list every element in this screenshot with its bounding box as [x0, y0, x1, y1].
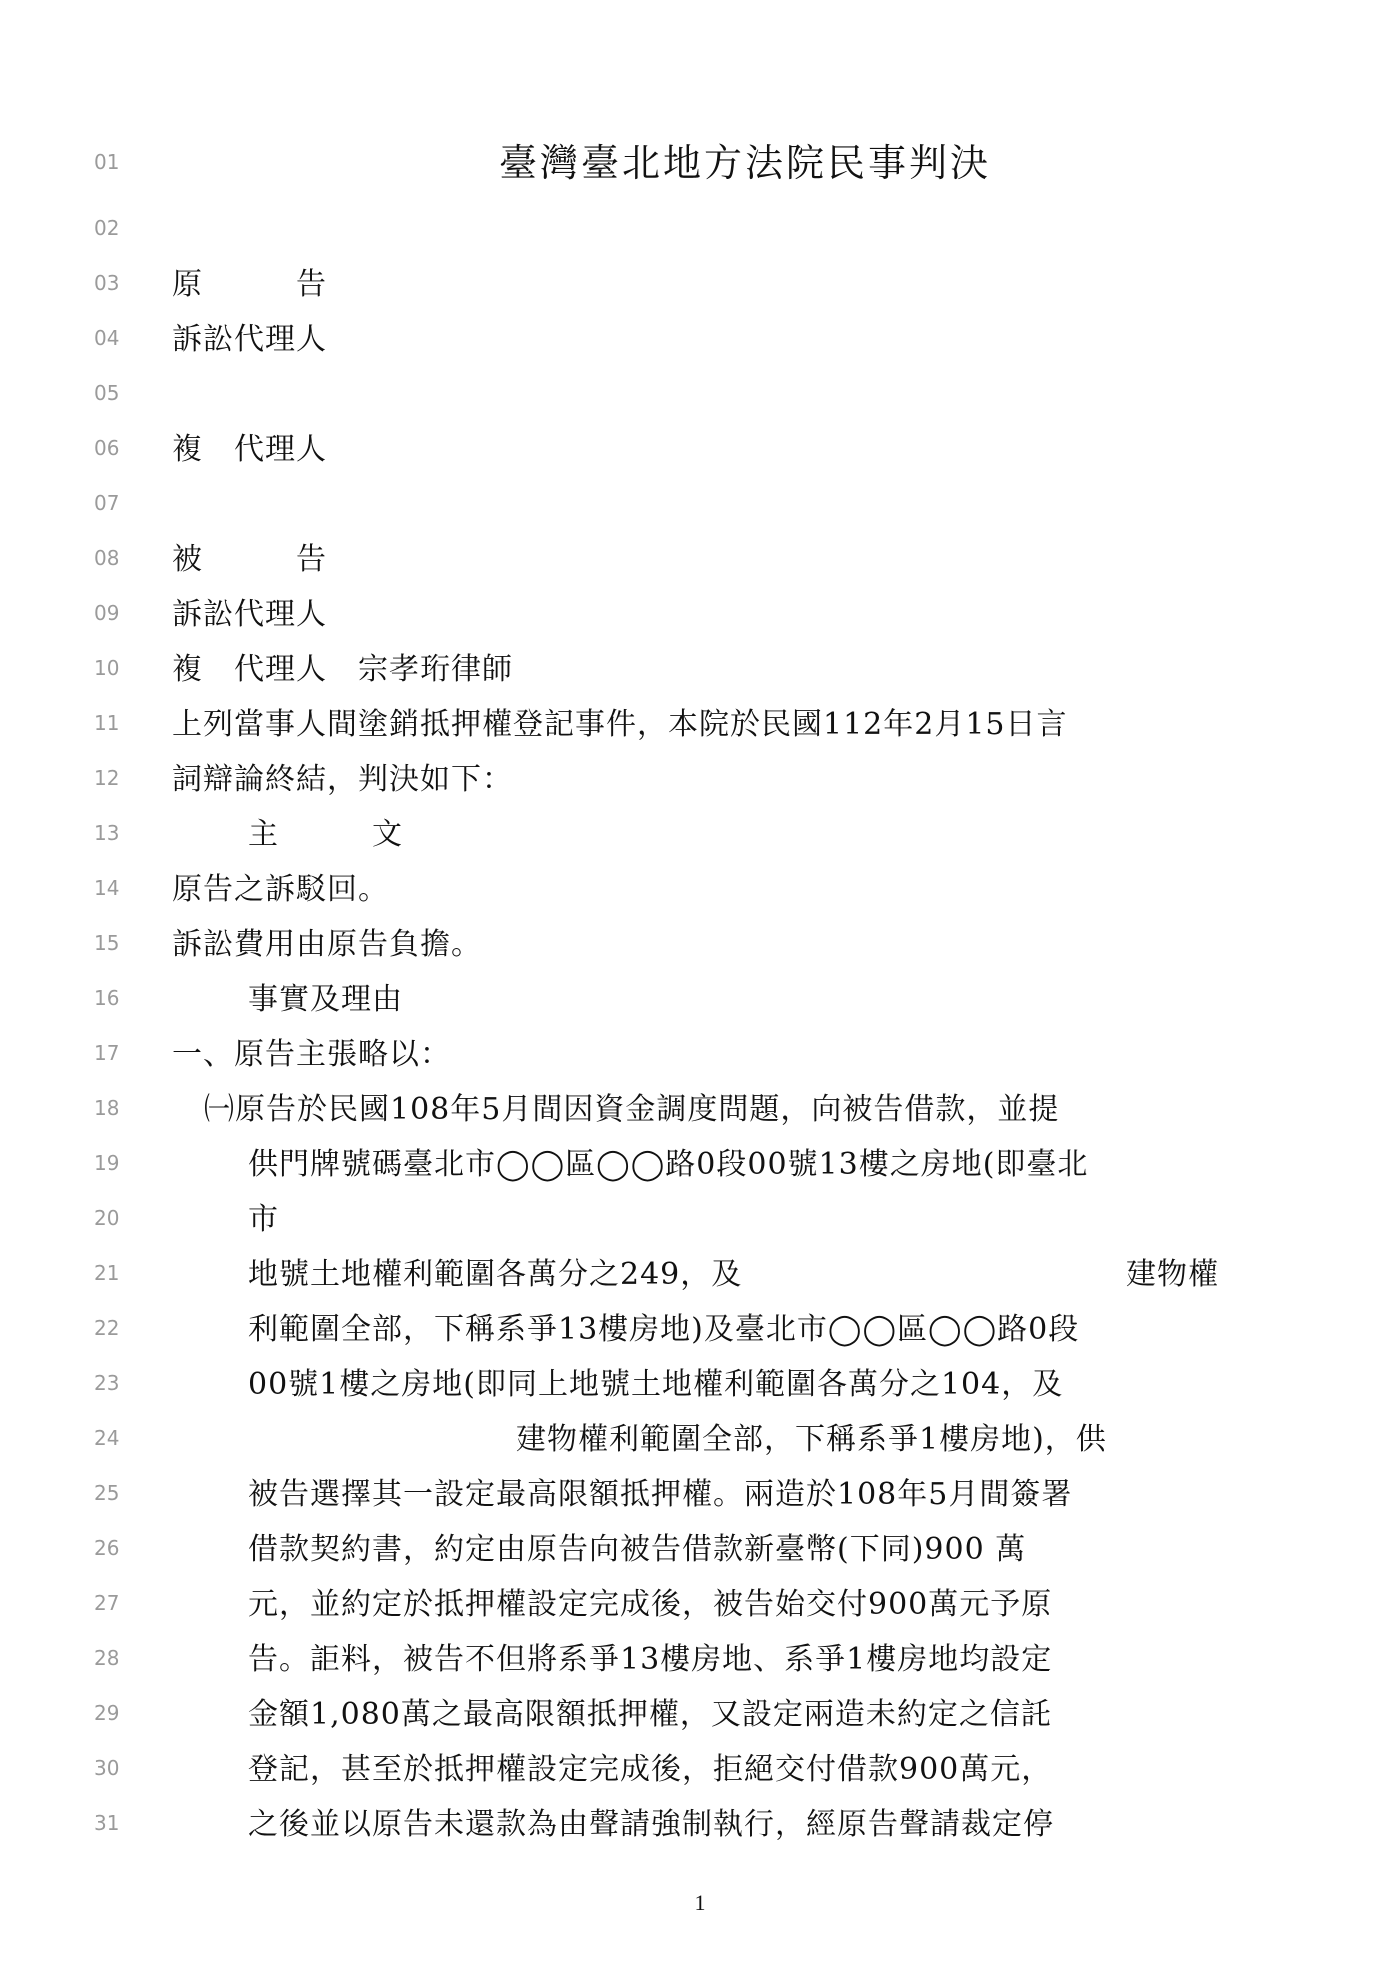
line-number: 07 — [94, 491, 120, 515]
line-text-right: 建物權 — [1126, 1257, 1219, 1292]
party-label-sub-agent: 複 代理人 宗孝珩律師 — [172, 652, 513, 687]
line-number: 09 — [94, 601, 120, 625]
party-label-plaintiff: 原 告 — [172, 267, 327, 302]
document-title: 臺灣臺北地方法院民事判決 — [498, 141, 991, 185]
line-13 — [0, 807, 1400, 862]
line-text: 登記，甚至於抵押權設定完成後，拒絕交付借款900萬元， — [248, 1752, 1053, 1787]
line-number: 05 — [94, 381, 120, 405]
line-06 — [0, 422, 1400, 477]
line-number: 28 — [94, 1646, 120, 1670]
line-18 — [0, 1082, 1400, 1137]
line-31 — [0, 1797, 1400, 1852]
line-23 — [0, 1357, 1400, 1412]
line-number: 14 — [94, 876, 120, 900]
line-number: 08 — [94, 546, 120, 570]
line-21 — [0, 1247, 1400, 1302]
line-text: 元，並約定於抵押權設定完成後，被告始交付900萬元予原 — [248, 1587, 1053, 1622]
line-text: 被告選擇其一設定最高限額抵押權。兩造於108年5月間簽署 — [248, 1477, 1073, 1512]
line-number: 01 — [94, 150, 120, 174]
line-number: 31 — [94, 1811, 120, 1835]
line-number: 06 — [94, 436, 120, 460]
line-text: 告。詎料，被告不但將系爭13樓房地、系爭1樓房地均設定 — [248, 1642, 1053, 1677]
line-text: 借款契約書，約定由原告向被告借款新臺幣(下同)900 萬 — [248, 1532, 1027, 1567]
line-number: 25 — [94, 1481, 120, 1505]
line-11 — [0, 697, 1400, 752]
party-label-defendant: 被 告 — [172, 542, 327, 577]
line-08 — [0, 532, 1400, 587]
line-16 — [0, 972, 1400, 1027]
section-heading-main-text: 主 文 — [248, 817, 403, 852]
line-number: 24 — [94, 1426, 120, 1450]
line-number: 12 — [94, 766, 120, 790]
line-29 — [0, 1687, 1400, 1742]
line-26 — [0, 1522, 1400, 1577]
section-heading-facts: 事實及理由 — [248, 982, 403, 1017]
line-number: 27 — [94, 1591, 120, 1615]
party-label-attorney: 訴訟代理人 — [172, 322, 327, 357]
line-10 — [0, 642, 1400, 697]
line-text: 地號土地權利範圍各萬分之249，及 — [248, 1257, 743, 1292]
line-15 — [0, 917, 1400, 972]
line-19 — [0, 1137, 1400, 1192]
line-number: 29 — [94, 1701, 120, 1725]
line-12 — [0, 752, 1400, 807]
line-27 — [0, 1577, 1400, 1632]
line-07 — [0, 477, 1400, 532]
line-text: 上列當事人間塗銷抵押權登記事件，本院於民國112年2月15日言 — [172, 707, 1068, 742]
line-03 — [0, 257, 1400, 312]
party-label-sub-agent: 複 代理人 — [172, 432, 327, 467]
line-number: 16 — [94, 986, 120, 1010]
line-number: 17 — [94, 1041, 120, 1065]
line-14 — [0, 862, 1400, 917]
line-01 — [0, 136, 1400, 191]
line-number: 20 — [94, 1206, 120, 1230]
line-text: 市 — [248, 1202, 279, 1237]
line-text: 一、原告主張略以： — [172, 1037, 451, 1072]
line-number: 26 — [94, 1536, 120, 1560]
line-text: 金額1,080萬之最高限額抵押權，又設定兩造未約定之信託 — [248, 1697, 1052, 1732]
page-number: 1 — [694, 1890, 706, 1915]
line-28 — [0, 1632, 1400, 1687]
line-20 — [0, 1192, 1400, 1247]
line-number: 30 — [94, 1756, 120, 1780]
line-text: 利範圍全部，下稱系爭13樓房地)及臺北市◯◯區◯◯路0段 — [248, 1312, 1080, 1347]
line-24 — [0, 1412, 1400, 1467]
line-number: 10 — [94, 656, 120, 680]
line-text: ㈠原告於民國108年5月間因資金調度問題，向被告借款，並提 — [204, 1092, 1060, 1127]
line-text: 00號1樓之房地(即同上地號土地權利範圍各萬分之104，及 — [248, 1367, 1064, 1402]
line-number: 04 — [94, 326, 120, 350]
line-number: 02 — [94, 216, 120, 240]
line-02 — [0, 202, 1400, 257]
line-text: 詞辯論終結，判決如下： — [172, 762, 513, 797]
line-04 — [0, 312, 1400, 367]
line-number: 23 — [94, 1371, 120, 1395]
line-number: 15 — [94, 931, 120, 955]
line-30 — [0, 1742, 1400, 1797]
line-text: 之後並以原告未還款為由聲請強制執行，經原告聲請裁定停 — [248, 1807, 1054, 1842]
line-number: 03 — [94, 271, 120, 295]
line-09 — [0, 587, 1400, 642]
line-text: 建物權利範圍全部，下稱系爭1樓房地)，供 — [516, 1422, 1107, 1457]
line-text: 原告之訴駁回。 — [172, 872, 389, 907]
line-text: 訴訟費用由原告負擔。 — [172, 927, 482, 962]
party-label-attorney: 訴訟代理人 — [172, 597, 327, 632]
line-05 — [0, 367, 1400, 422]
line-22 — [0, 1302, 1400, 1357]
line-number: 13 — [94, 821, 120, 845]
line-number: 18 — [94, 1096, 120, 1120]
line-number: 11 — [94, 711, 120, 735]
line-number: 19 — [94, 1151, 120, 1175]
line-number: 22 — [94, 1316, 120, 1340]
line-number: 21 — [94, 1261, 120, 1285]
line-17 — [0, 1027, 1400, 1082]
line-text: 供門牌號碼臺北市◯◯區◯◯路0段00號13樓之房地(即臺北 — [248, 1147, 1089, 1182]
line-25 — [0, 1467, 1400, 1522]
